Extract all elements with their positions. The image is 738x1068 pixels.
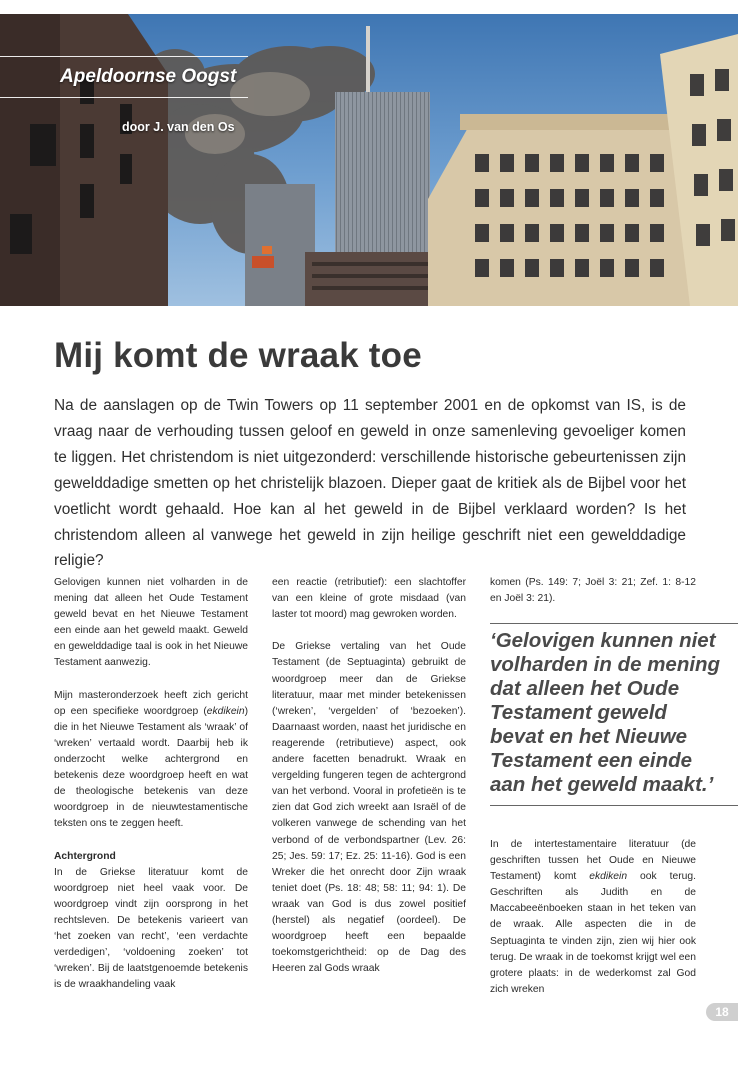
term-ekdikein: ekdikein xyxy=(206,705,245,717)
hero-photo xyxy=(0,14,738,306)
author-line: door J. van den Os xyxy=(122,120,235,134)
subheading-achtergrond: Achtergrond xyxy=(54,850,116,862)
south-tower xyxy=(245,184,315,306)
article-title: Mij komt de wraak toe xyxy=(54,336,422,375)
col3-paragraph-1: komen (Ps. 149: 7; Joël 3: 21; Zef. 1: 8-12 en Joël 3: 21). xyxy=(490,577,696,605)
column-3-bottom xyxy=(490,837,696,997)
title-rule-bottom xyxy=(0,97,248,98)
col2-paragraph-2: De Griekse vertaling van het Oude Testament (de Septuaginta) gebruikt de woordgroep meer dan de Griekse literatuur, maar met minder betekenissen (‘wreken’, ‘vergelden’ of ‘bezoeken’). Daarnaast worden, naast het juridische en reagerende (retributieve) aspect, ook andere facetten benadrukt. Wraak en vergelding fungeren tegen de achtergrond van het verbond. Vooral in profetieën is te zien dat God zich wreekt aan Israël of de volkeren vanwege de schending van het verbond of de verbondspartner (Lev. 26: 25; Jes. 59: 17; Ez. 25: 11-16). God is een Wreker die het onrecht door Zijn wraak teniet doet (Ps. 18: 48; 58: 11; 94: 1). De wraak van God is dus zowel positief (herstel) als negatief (oordeel). De woordgroep heeft een bepaalde toekomstgerichtheid: op de Dag des Heeren zal Gods wraak xyxy=(272,641,466,975)
page-number: 18 xyxy=(706,1003,738,1021)
article-lead: Na de aanslagen op de Twin Towers op 11 september 2001 en de opkomst van IS, is de vraag naar de verhouding tussen geloof en geweld in onze samenleving gevoeliger komen te liggen. Het christendom is niet uitgezonderd: verschillende historische gebeurtenissen zijn gewelddadige smetten op het christelijk blazoen. Dieper gaat de kritiek als de Bijbel voor het voetlicht wordt gehaald. Hoe kan al het geweld in de Bijbel verklaard worden? Is het christendom alleen al vanwege het geweld in zijn heilige geschrift niet een gewelddadige religie? xyxy=(54,397,686,570)
col1-paragraph-2: Mijn masteronderzoek heeft zich gericht op een specifieke woordgroep (ekdikein) die in het Nieuwe Testament als ‘wraak’ of ‘wreken’ vertaald wordt. Daarbij heb ik onderzocht welke achtergrond en betekenis deze woordgroep heeft en wat de theologische betekenis van deze woordgroep in de nieuwtestamentische teksten ons te zeggen heeft. xyxy=(54,689,248,830)
term-ekdikein-2: ekdikein xyxy=(589,871,628,883)
twin-towers-illustration xyxy=(0,14,738,306)
column-3-top xyxy=(490,575,696,615)
col3-paragraph-2: In de intertestamentaire literatuur (de geschriften tussen het Oude en Nieuwe Testament) komt ekdikein ook terug. Geschriften als Judith en de Maccabeeënboeken staan in het teken van de wraak. Alle aspecten die in de Septuaginta te vinden zijn, zien wij hier ook terug. De wraak in de toekomst krijgt wel een grotere plaats: in de wederkomst zal God zich wreken xyxy=(490,839,696,995)
mid-building xyxy=(305,252,445,306)
pull-quote-box xyxy=(490,623,738,806)
fire xyxy=(252,256,274,268)
right-building xyxy=(428,124,710,306)
series-title: Apeldoornse Oogst xyxy=(60,66,237,87)
title-rule-top xyxy=(0,56,248,57)
col1-paragraph-1: Gelovigen kunnen niet volharden in de mening dat alleen het Oude Testament geweld bevat en het Nieuwe Testament een einde aan het geweld maakt. Geweld en gewelddadige taal is ook in het Nieuwe Testament aanwezig. xyxy=(54,577,248,669)
col1-paragraph-3: In de Griekse literatuur komt de woordgroep niet heel vaak voor. De woordgroep vindt zijn oorsprong in het rechtsleven. De betekenis varieert van ‘het zoeken van recht’, ‘een verdachte verdedigen’, ‘voldoening zoeken’ tot ‘wreken’. Bij de laatstgenoemde betekenis is de wraakhandeling vaak xyxy=(54,866,248,991)
column-1 xyxy=(54,575,248,995)
col2-paragraph-1: een reactie (retributief): een slachtoffer van een kleine of grote misdaad (van laster tot moord) mag gewroken worden. xyxy=(272,577,466,621)
antenna xyxy=(366,26,370,94)
pull-quote: ‘Gelovigen kunnen niet volharden in de mening dat alleen het Oude Testament geweld bevat en het Nieuwe Testament een einde aan het geweld maakt.’ xyxy=(490,629,721,796)
column-2 xyxy=(272,575,466,995)
